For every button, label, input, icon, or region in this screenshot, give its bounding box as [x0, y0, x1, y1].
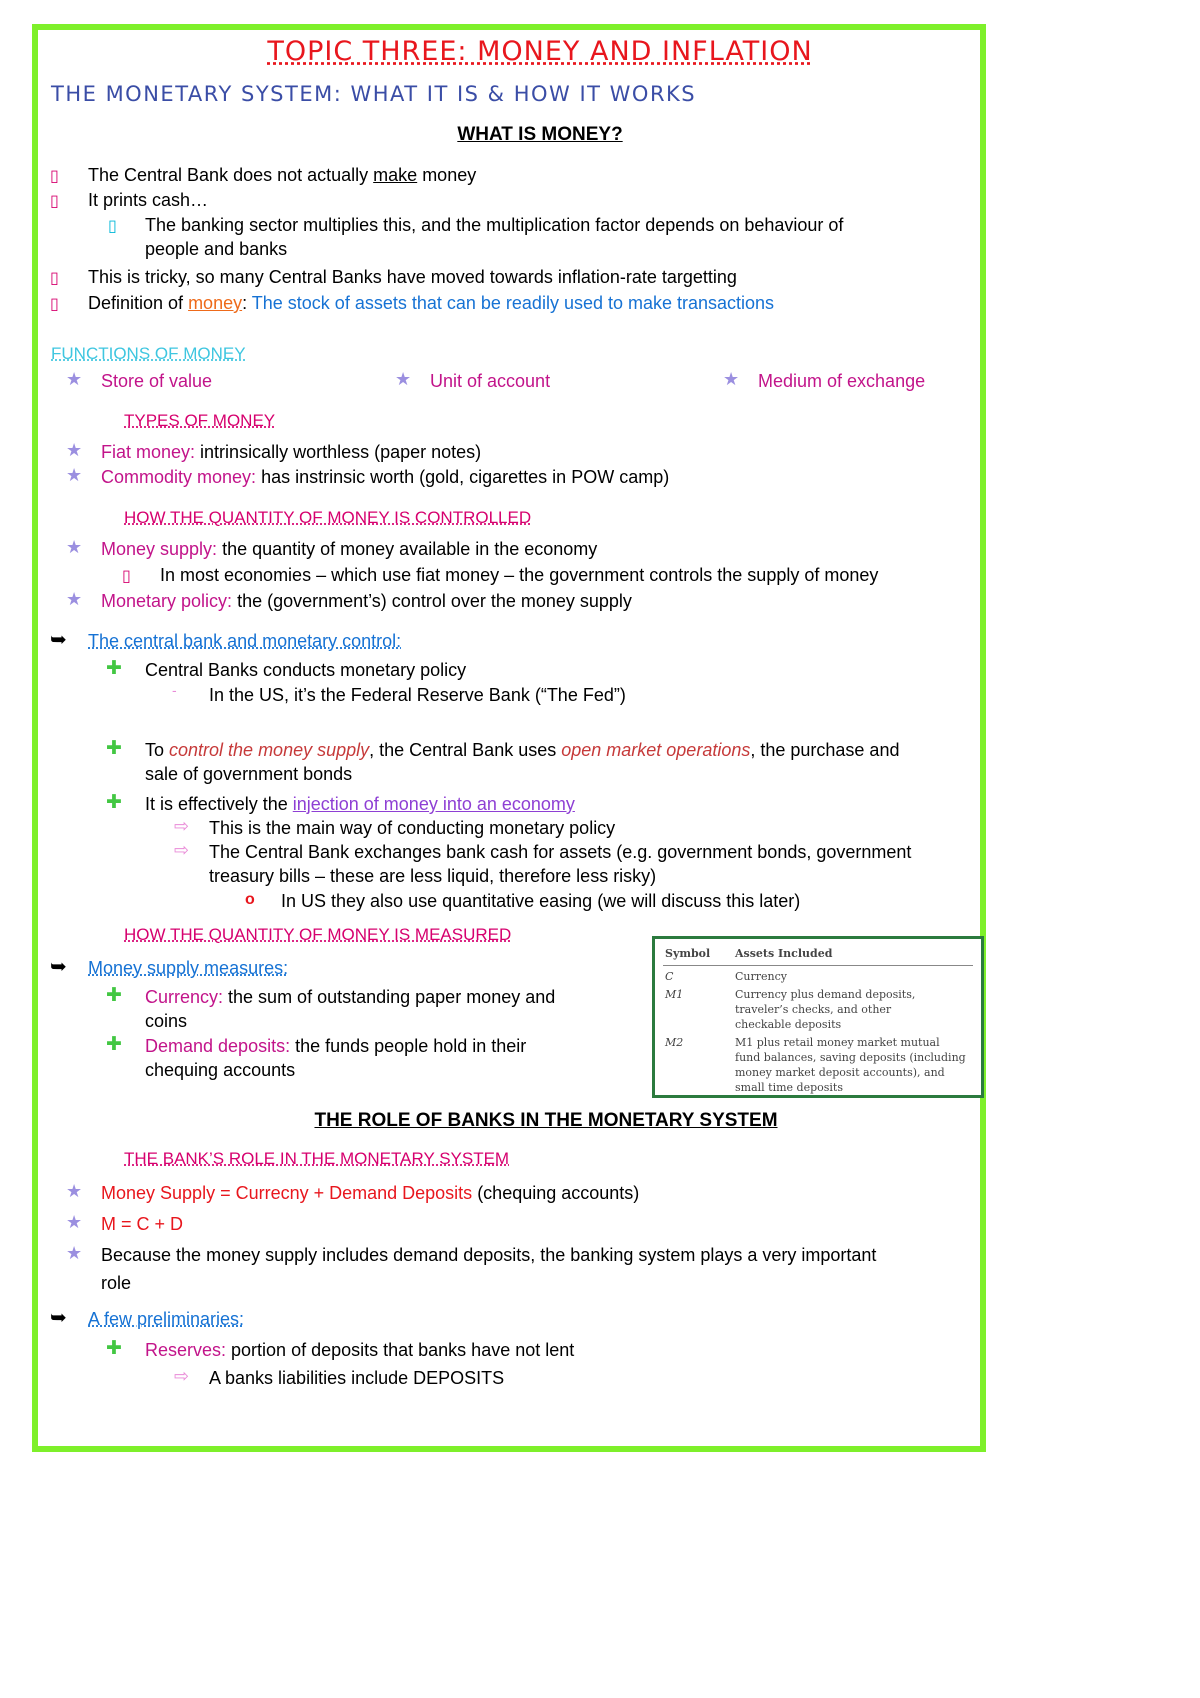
star-icon: ★: [66, 369, 83, 389]
money-supply-formula: Money Supply = Currecny + Demand Deposits (chequing accounts): [101, 1183, 640, 1203]
star-icon: ★: [66, 1181, 83, 1201]
bullet-text: In the US, it’s the Federal Reserve Bank (“The Fed”): [209, 685, 626, 705]
money-supply-def: Money supply: the quantity of money available in the economy: [101, 539, 598, 559]
function-item: Medium of exchange: [758, 371, 926, 391]
bullet-text: A banks liabilities include DEPOSITS: [209, 1368, 505, 1388]
preliminaries-heading: A few preliminaries:: [88, 1309, 245, 1329]
types-heading: TYPES OF MONEY: [124, 411, 276, 430]
bullet-text: sale of government bonds: [145, 764, 353, 784]
bullet-text: The banking sector multiplies this, and the multiplication factor depends on behaviour of: [145, 215, 844, 235]
bullet-text: chequing accounts: [145, 1060, 296, 1080]
star-icon: ★: [723, 369, 740, 389]
square-bullet-icon: ▯: [122, 568, 131, 585]
demand-deposits-def: Demand deposits: the funds people hold in their: [145, 1036, 527, 1056]
bullet-text: people and banks: [145, 239, 288, 259]
table-cell-symbol: M2: [665, 1036, 684, 1049]
arrow-right-icon: ⇨: [174, 840, 190, 860]
monetary-policy-def: Monetary policy: the (government’s) control over the money supply: [101, 591, 632, 611]
controlled-heading: HOW THE QUANTITY OF MONEY IS CONTROLLED: [124, 508, 532, 527]
banks-role-heading: THE BANK’S ROLE IN THE MONETARY SYSTEM: [124, 1149, 510, 1168]
square-bullet-icon: ▯: [50, 270, 59, 287]
green-dot-icon: ✚: [106, 792, 122, 813]
square-bullet-icon: ▯: [108, 218, 117, 235]
page-subtitle: THE MONETARY SYSTEM: WHAT IT IS & HOW IT WORKS: [51, 82, 697, 106]
table-cell-assets: traveler’s checks, and other: [735, 1003, 892, 1016]
bullet-text: It prints cash…: [88, 190, 209, 210]
open-market-text: To control the money supply, the Central Bank uses open market operations, the purchase and: [145, 740, 900, 760]
page-title: TOPIC THREE: MONEY AND INFLATION: [267, 36, 813, 67]
measured-heading: HOW THE QUANTITY OF MONEY IS MEASURED: [124, 925, 512, 944]
table-cell-assets: Currency plus demand deposits,: [735, 988, 916, 1001]
bullet-text: Because the money supply includes demand deposits, the banking system plays a very important: [101, 1245, 877, 1265]
star-icon: ★: [395, 369, 412, 389]
square-bullet-icon: ▯: [50, 193, 59, 210]
arrow-right-icon: ⇨: [174, 816, 190, 836]
pointing-hand-icon: ➥: [50, 629, 67, 651]
table-cell-assets: small time deposits: [735, 1081, 843, 1094]
function-item: Unit of account: [430, 371, 551, 391]
star-icon: ★: [66, 1212, 83, 1232]
green-dot-icon: ✚: [106, 738, 122, 759]
bullet-text: The Central Bank does not actually make money: [88, 165, 477, 185]
arrow-right-icon: ⇨: [174, 1366, 190, 1386]
reserves-def: Reserves: portion of deposits that banks have not lent: [145, 1340, 575, 1360]
bullet-text: In US they also use quantitative easing (we will discuss this later): [281, 891, 801, 911]
table-header-assets: Assets Included: [735, 947, 833, 960]
table-cell-assets: fund balances, saving deposits (including: [735, 1051, 966, 1064]
table-cell-assets: Currency: [735, 970, 787, 983]
fiat-money: Fiat money: intrinsically worthless (paper notes): [101, 442, 482, 462]
star-icon: ★: [66, 440, 83, 460]
table-cell-assets: M1 plus retail money market mutual: [735, 1036, 940, 1049]
bullet-text: This is tricky, so many Central Banks have moved towards inflation-rate targetting: [88, 267, 737, 287]
bullet-text: treasury bills – these are less liquid, therefore less risky): [209, 866, 657, 886]
table-cell-assets: money market deposit accounts), and: [735, 1066, 945, 1079]
star-icon: ★: [66, 589, 83, 609]
money-supply-measures-heading: Money supply measures:: [88, 958, 289, 978]
injection-text: It is effectively the injection of money into an economy: [145, 794, 575, 814]
functions-heading: FUNCTIONS OF MONEY: [51, 344, 246, 363]
star-icon: ★: [66, 537, 83, 557]
what-is-money-heading: WHAT IS MONEY?: [457, 124, 623, 145]
bullet-text: coins: [145, 1011, 188, 1031]
central-bank-heading: The central bank and monetary control:: [88, 631, 402, 651]
bullet-text: In most economies – which use fiat money – the government controls the supply of money: [160, 565, 879, 585]
bullet-text: Central Banks conducts monetary policy: [145, 660, 467, 680]
circle-bullet-icon: o: [245, 891, 255, 908]
bullet-text: This is the main way of conducting monetary policy: [209, 818, 616, 838]
currency-def: Currency: the sum of outstanding paper money and: [145, 987, 556, 1007]
function-item: Store of value: [101, 371, 213, 391]
money-definition: Definition of money: The stock of assets that can be readily used to make transactions: [88, 293, 775, 313]
square-bullet-icon: ▯: [50, 296, 59, 313]
pointing-hand-icon: ➥: [50, 956, 67, 978]
table-cell-assets: checkable deposits: [735, 1018, 842, 1031]
commodity-money: Commodity money: has instrinsic worth (gold, cigarettes in POW camp): [101, 467, 670, 487]
dash-bullet-icon: -: [172, 682, 177, 698]
bullet-text: The Central Bank exchanges bank cash for assets (e.g. government bonds, government: [209, 842, 912, 862]
square-bullet-icon: ▯: [50, 168, 59, 185]
star-icon: ★: [66, 465, 83, 485]
table-header-symbol: Symbol: [665, 947, 711, 960]
money-measures-table: [652, 936, 984, 1098]
mcd-formula: M = C + D: [101, 1214, 184, 1234]
green-dot-icon: ✚: [106, 1034, 122, 1055]
green-dot-icon: ✚: [106, 1338, 122, 1359]
green-dot-icon: ✚: [106, 658, 122, 679]
star-icon: ★: [66, 1243, 83, 1263]
table-cell-symbol: M1: [665, 988, 684, 1001]
role-of-banks-heading: THE ROLE OF BANKS IN THE MONETARY SYSTEM: [314, 1110, 778, 1131]
table-cell-symbol: C: [665, 970, 674, 983]
green-dot-icon: ✚: [106, 985, 122, 1006]
pointing-hand-icon: ➥: [50, 1307, 67, 1329]
bullet-text: role: [101, 1273, 132, 1293]
